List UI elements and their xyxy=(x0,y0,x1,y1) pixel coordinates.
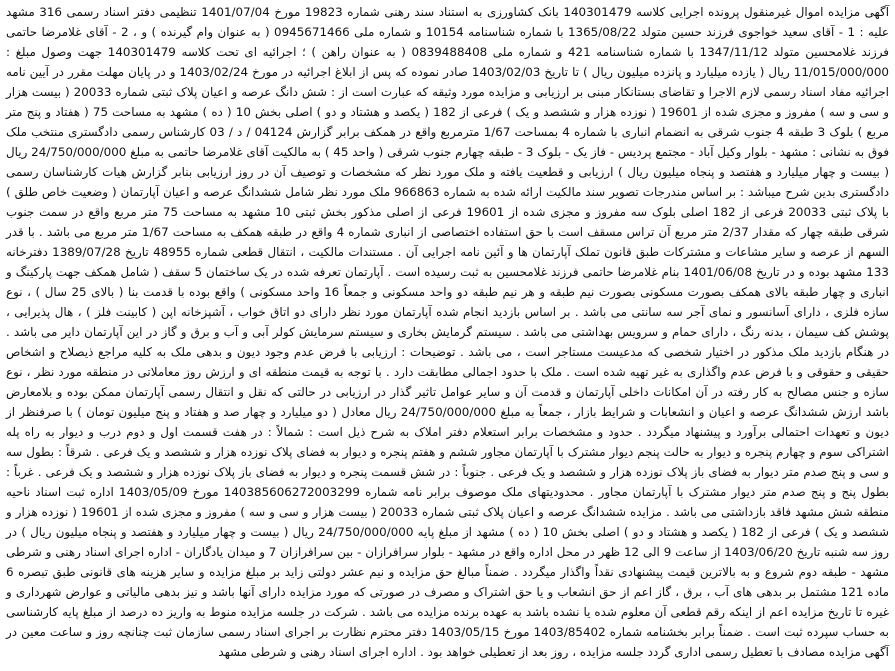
auction-notice-text: آگهی مزایده اموال غیرمنقول پرونده اجرایی کلاسه 140301479 بانک کشاورزی به استناد سند رهنی شماره 19823 مورخ 1401/07/04 تنظیمی دفتر اسناد رسمی 316 مشهد علیه : 1 - آقای سعید خواجوی فرزند حسین متولد 1365/08/22 با شماره شناسنامه 10154 و شماره ملی 0945671466 ( به عنوان وام گیرنده ) و ، 2 - آقای غلامرضا حاتمی فرزند غلامحسین متولد 1347/11/12 با شماره شناسنامه 421 و شماره ملی 0839488408 ( به عنوان راهن ) ؛ اجرائیه ای تحت کلاسه 140301479 جهت وصول مبلغ : 11/015/000/000 ریال ( یازده میلیارد و پانزده میلیون ریال ) تا تاریخ 1403/02/03 صادر نموده که پس از ابلاغ اجرائیه در مورخ 1403/02/24 و در پایان مهلت مقرر در آیین نامه اجرائیه مفاد اسناد رسمی لازم الاجرا و تقاضای بستانکار مبنی بر ارزیابی و مزایده مورد وثیقه که عبارت است از : شش دانگ عرصه و اعیان پلاک ثبتی شماره 20033 ( بیست هزار و سی و سه ) مفروز و مجزی شده از 19601 ( نوزده هزار و ششصد و یک ) فرعی از 182 ( یکصد و هشتاد و دو ) اصلی بخش 10 ( ده ) مشهد به مساحت 75 ( هفتاد و پنج متر مربع ) بلوک 3 طبقه 4 جنوب شرقی به انضمام انباری با شماره 4 بمساحت 1/67 مترمربع واقع در همکف برابر گزارش 04124 / د / 03 کارشناس رسمی دادگستری منتخب ملک فوق به نشانی : مشهد - بلوار وکیل آباد - مجتمع پردیس - فاز یک - بلوک 3 - طبقه چهارم جنوب شرقی ( واحد 45 ) به مالکیت آقای غلامرضا حاتمی به مبلغ 24/750/000/000 ریال ( بیست و چهار میلیارد و هفتصد و پنجاه میلیون ریال ) ارزیابی و قطعیت یافته و ملک مورد نظر که مشخصات و توصیف آن در روز ارزیابی بنابر گزارش هیات کارشناسان رسمی دادگستری بدین شرح میباشد : بر اساس مندرجات تصویر سند مالکیت ارائه شده به شماره 966863 ملک مورد نظر شامل ششدانگ عرصه و اعیان آپارتمان ( وضعیت خاص طلق ) با پلاک ثبتی 20033 فرعی از 182 اصلی بلوک سه مفروز و مجزی شده از 19601 فرعی از اصلی مذکور بخش ثبتی 10 مشهد به مساحت 75 متر مربع واقع در سمت جنوب شرقی طبقه چهار که مقدار 2/37 متر مربع آن تراس مسقف است با حق استفاده اختصاصی از انباری شماره 4 واقع در طبقه همکف به مساحت 1/67 متر مربع می باشد . با قدر السهم از عرصه و سایر مشاعات و مشترکات طبق قانون تملک آپارتمان ها و آئین نامه اجرایی آن . مستندات مالکیت ، انتقال قطعی شماره 48955 تاریخ 1389/07/28 دفترخانه 133 مشهد بوده و در تاریخ 1401/06/08 بنام غلامرضا حاتمی فرزند غلامحسین به ثبت رسیده است . آپارتمان تعرفه شده در یک ساختمان 5 سقف ( شامل همکف جهت پارکینگ و انباری و چهار طبقه بالای همکف بصورت مسکونی بصورت نیم طبقه و هر نیم طبقه دو واحد مسکونی و جمعاً 16 واحد مسکونی ) واقع بوده با قدمت بنا ( بالای 25 سال ) ، نوع سازه فلزی ، دارای آسانسور و نمای آجر سه سانتی می باشد . بر اساس بازدید انجام شده آپارتمان مورد نظر دارای دو اتاق خواب ، آشپزخانه اپن ( کابینت فلز ) ، هال پذیرایی ، پوشش کف سیمان ، بدنه رنگ ، دارای حمام و سرویس بهداشتی می باشد . سیستم گرمایش بخاری و سیستم سرمایش کولر آبی و آب و برق و گاز در این آپارتمان دایر می باشد . در هنگام بازدید ملک مذکور در اختیار شخصی که مدعیست مستاجر است ، می باشد . توضیحات : ارزیابی با فرض عدم وجود دیون و بدهی ملک به کلیه مراجع ذیصلاح و اشخاص حقیقی و حقوقی و با فرض عدم واگذاری به غیر تهیه شده است . ملک با حدود اجمالی مطابقت دارد . با توجه به قیمت منطقه ای و ارزش روز معاملاتی در منطقه مورد نظر ، نوع سازه و جنس مصالح به کار رفته در آن امکانات داخلی آپارتمان و قدمت آن و سایر عوامل تاثیر گذار در ارزیابی در حالتی که نقل و انتقال رسمی آپارتمان ممکن بوده و بلامعارض باشد ارزش ششدانگ عرصه و اعیان و انشعابات و شرایط بازار ، جمعاً به مبلغ 24/750/000/000 ریال معادل ( دو میلیارد و چهار صد و هفتاد و پنج میلیون تومان ) با صرفنظر از دیون و تعهدات احتمالی برآورد و پیشنهاد میگردد . حدود و مشخصات برابر استعلام دفتر املاک به شرح ذیل است : شمالاً : در هفت قسمت اول و دوم درب و دیوار به راه پله اشتراکی سوم و چهارم پنجره و دیوار به حالت پنجم دیوار مشترک با آپارتمان مجاور ششم و هفتم پنجره و دیوار به فضای پلاک نوزده هزار و ششصد و یک فرعی . شرقاً : بطول سه و سی و پنج صدم متر دیوار به فضای باز پلاک نوزده هزار و ششصد و یک فرعی . جنوباً : در شش قسمت پنجره و دیوار به فضای باز پلاک نوزده هزار و ششصد و یک فرعی . غرباً : بطول پنج و پنج صدم متر دیوار مشترک با آپارتمان مجاور . محدودیتهای ملک موصوف برابر نامه شماره 140385606272003299 مورخ 1403/05/09 اداره ثبت اسناد ناحیه منطقه شش مشهد فاقد بازداشتی می باشد . مزایده ششدانگ عرصه و اعیان پلاک ثبتی شماره 20033 ( بیست هزار و سی و سه ) مفروز و مجزی شده از 19601 ( نوزده هزار و ششصد و یک ) فرعی از 182 ( یکصد و هشتاد و دو ) اصلی بخش 10 ( ده ) مشهد از مبلغ پایه 24/750/000/000 ریال ( بیست و چهار میلیارد و هفتصد و پنجاه میلیون ریال ) در روز سه شنبه تاریخ 1403/06/20 از ساعت 9 الی 12 ظهر در محل اداره واقع در مشهد - بلوار سرافرازان - بین سرافرازان 7 و میدان یادگاران - اداره اجرای اسناد رهنی و شرطی مشهد - طبقه دوم شروع و به بالاترین قیمت پیشنهادی نقداً واگذار میگردد . ضمناً مبالغ حق مزایده و نیم عشر دولتی زاید بر مبلغ مزایده و سایر هزینه های قانونی طبق تبصره 6 ماده 121 مشتمل بر بدهی های آب ، برق ، گاز اعم از حق انشعاب و یا حق اشتراک و مصرف در صورتی که مورد مزایده دارای آنها باشد و نیز بدهی مالیاتی و عوارض شهرداری و غیره تا تاریخ مزایده اعم از اینکه رقم قطعی آن معلوم شده یا نشده باشد به عهده برنده مزایده می باشد . شرکت در جلسه مزایده منوط به واریز ده درصد از مبلغ پایه کارشناسی به حساب سپرده ثبت است . ضمناً برابر بخشنامه شماره 1403/85402 مورخ 1403/05/15 دفتر محترم نظارت بر اجرای اسناد رسمی سازمان ثبت چنانچه روز و ساعت معین در آگهی مزایده مصادف با تعطیل رسمی اداری گردد جلسه مزایده ، روز بعد از تعطیلی خواهد بود . اداره اجرای اسناد رهنی و شرطی مشهد xyxy=(6,5,890,659)
